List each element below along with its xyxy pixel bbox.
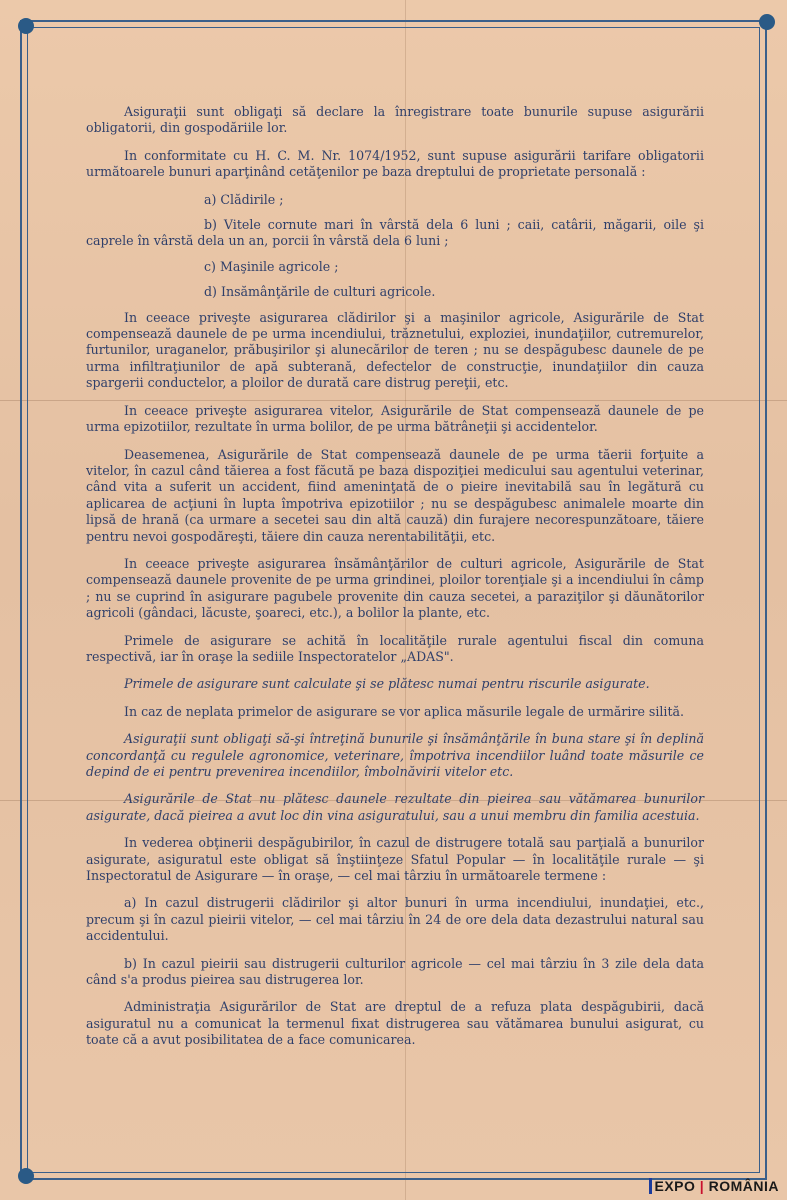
watermark-logo <box>649 1178 780 1194</box>
paragraph-nonpayment: In caz de neplata primelor de asigurare se vor aplica măsurile legale de urmărire silită. <box>124 703 685 719</box>
term-item-b: b) In cazul pieirii sau distrugerii culturilor agricole — cel mai târziu în 3 zile dela data când s'a produs pieirea sau distrugerea lor. <box>86 955 704 988</box>
document-text <box>86 104 704 1060</box>
list-item-b: b) Vitele cornute mari în vârstă dela 6 luni ; caii, catârii, măgarii, oile şi caprele în vârstă dela un an, porcii în vârstă dela 6 luni ; <box>86 217 704 249</box>
paragraph-crops: In ceeace priveşte asigurarea însămânţărilor de culturi agricole, Asigurările de Stat compensează daunele provenite de pe urma grindinei, ploilor torenţiale şi a incendiului în câmp ; nu se cuprind în asigurare pagubele provenite din cauza secetei, a paraziţilor şi dăunătorilor agricoli (gândaci, lăcuste, şoareci, etc.), a bolilor la plante, etc. <box>86 555 704 621</box>
paragraph-slaughter: Deasemenea, Asigurările de Stat compensează daunele de pe urma tăerii forţuite a vitelor, în cazul când tăierea a fost făcută pe baza dispoziţiei medicului sau agentului veterinar, când vita a suferit un accident, fiind ameninţată de o pieire inevitabilă sau în legătură cu aplicarea de acţiuni în lupta împotriva epizotiilor ; nu se despăgubesc animalele moarte din lipsă de hrană (ca urmare a secetei sau din altă cauză) din furajere necorespunzătoare, tăiere pentru nevoi gospodăreşti, tăiere din cauza nerentabilităţii, etc. <box>86 446 704 544</box>
paragraph-refusal: Administraţia Asigurărilor de Stat are dreptul de a refuza plata despăgubirii, dacă asiguratul nu a comunicat la termenul fixat distrugerea sau vătămarea bunului asigurat, cu toate că a avut posibilitatea de a face comunicarea. <box>86 999 704 1048</box>
paragraph-exclusions: Asigurările de Stat nu plătesc daunele rezultate din pieirea sau vătămarea bunurilor asigurate, dacă pieirea a avut loc din vina asiguratului, sau a unui membru din familia acestuia. <box>86 791 704 823</box>
corner-dot-icon <box>759 14 775 30</box>
paragraph-hcm: In conformitate cu H. C. M. Nr. 1074/1952, sunt supuse asigurării tarifare obligatorii următoarele bunuri aparţinând cetăţenilor pe baza dreptului de proprietate personală : <box>86 147 704 180</box>
paragraph-premiums: Primele de asigurare se achită în localităţile rurale agentului fiscal din comuna respectivă, iar în oraşe la sediile Inspectoratelor „ADAS". <box>86 632 704 664</box>
corner-dot-icon <box>18 1168 34 1184</box>
logo-text-romania: ROMÂNIA <box>708 1178 779 1194</box>
logo-flag-separator: | <box>699 1178 705 1194</box>
paragraph-notification: In vederea obţinerii despăgubirilor, în cazul de distrugere totală sau parţială a bunurilor asigurate, asiguratul este obligat să înştiinţeze Sfatul Popular — în localităţile rurale — şi Inspectoratul de Asigurare — în oraşe, — cel mai târziu în următoarele termene : <box>86 835 704 884</box>
paragraph-premiums-note: Primele de asigurare sunt calculate şi se plătesc numai pentru riscurile asigurate. <box>124 676 650 692</box>
term-item-a: a) In cazul distrugerii clădirilor şi altor bunuri în urma incendiului, inundaţiei, etc., precum şi în cazul pieirii vitelor, — cel mai târziu în 24 de ore dela data dezastrului natural sau accidentului. <box>86 895 704 944</box>
paragraph-obligations: Asiguraţii sunt obligaţi să-şi întreţină bunurile şi însămânţările în buna stare şi în deplină concordanţă cu regulele agronomice, veterinare, împotriva incendiilor luând toate măsurile ce depind de ei pentru prevenirea incendiilor, îmbolnăvirii vitelor etc. <box>86 731 704 779</box>
paragraph-buildings: In ceeace priveşte asigurarea clădirilor şi a maşinilor agricole, Asigurările de Stat compensează daunele de pe urma incendiului, trăznetului, exploziei, inundaţiilor, cutremurelor, furtunilor, uraganelor, prăbuşirilor şi alunecărilor de teren ; nu se despăgubesc daunele de pe urma infiltraţiunilor de apă subterană, defectelor de construcţie, inundaţiilor din cauza spargerii conductelor, a ploilor de durată care distrug pereţii, etc. <box>86 309 704 391</box>
logo-text-expo: EXPO <box>654 1178 696 1194</box>
list-item-d: d) Insămânţările de culturi agricole. <box>204 284 436 300</box>
list-item-a: a) Clădirile ; <box>204 191 284 207</box>
list-item-c: c) Maşinile agricole ; <box>204 258 339 274</box>
paragraph-declaration: Asiguraţii sunt obligaţi să declare la înregistrare toate bunurile supuse asigurării obligatorii, din gospodăriile lor. <box>86 104 704 136</box>
paragraph-livestock: In ceeace priveşte asigurarea vitelor, Asigurările de Stat compensează daunele de pe urma epizotiilor, rezultate în urma bolilor, de pe urma bătrâneţii şi accidentelor. <box>86 402 704 435</box>
corner-dot-icon <box>18 18 34 34</box>
